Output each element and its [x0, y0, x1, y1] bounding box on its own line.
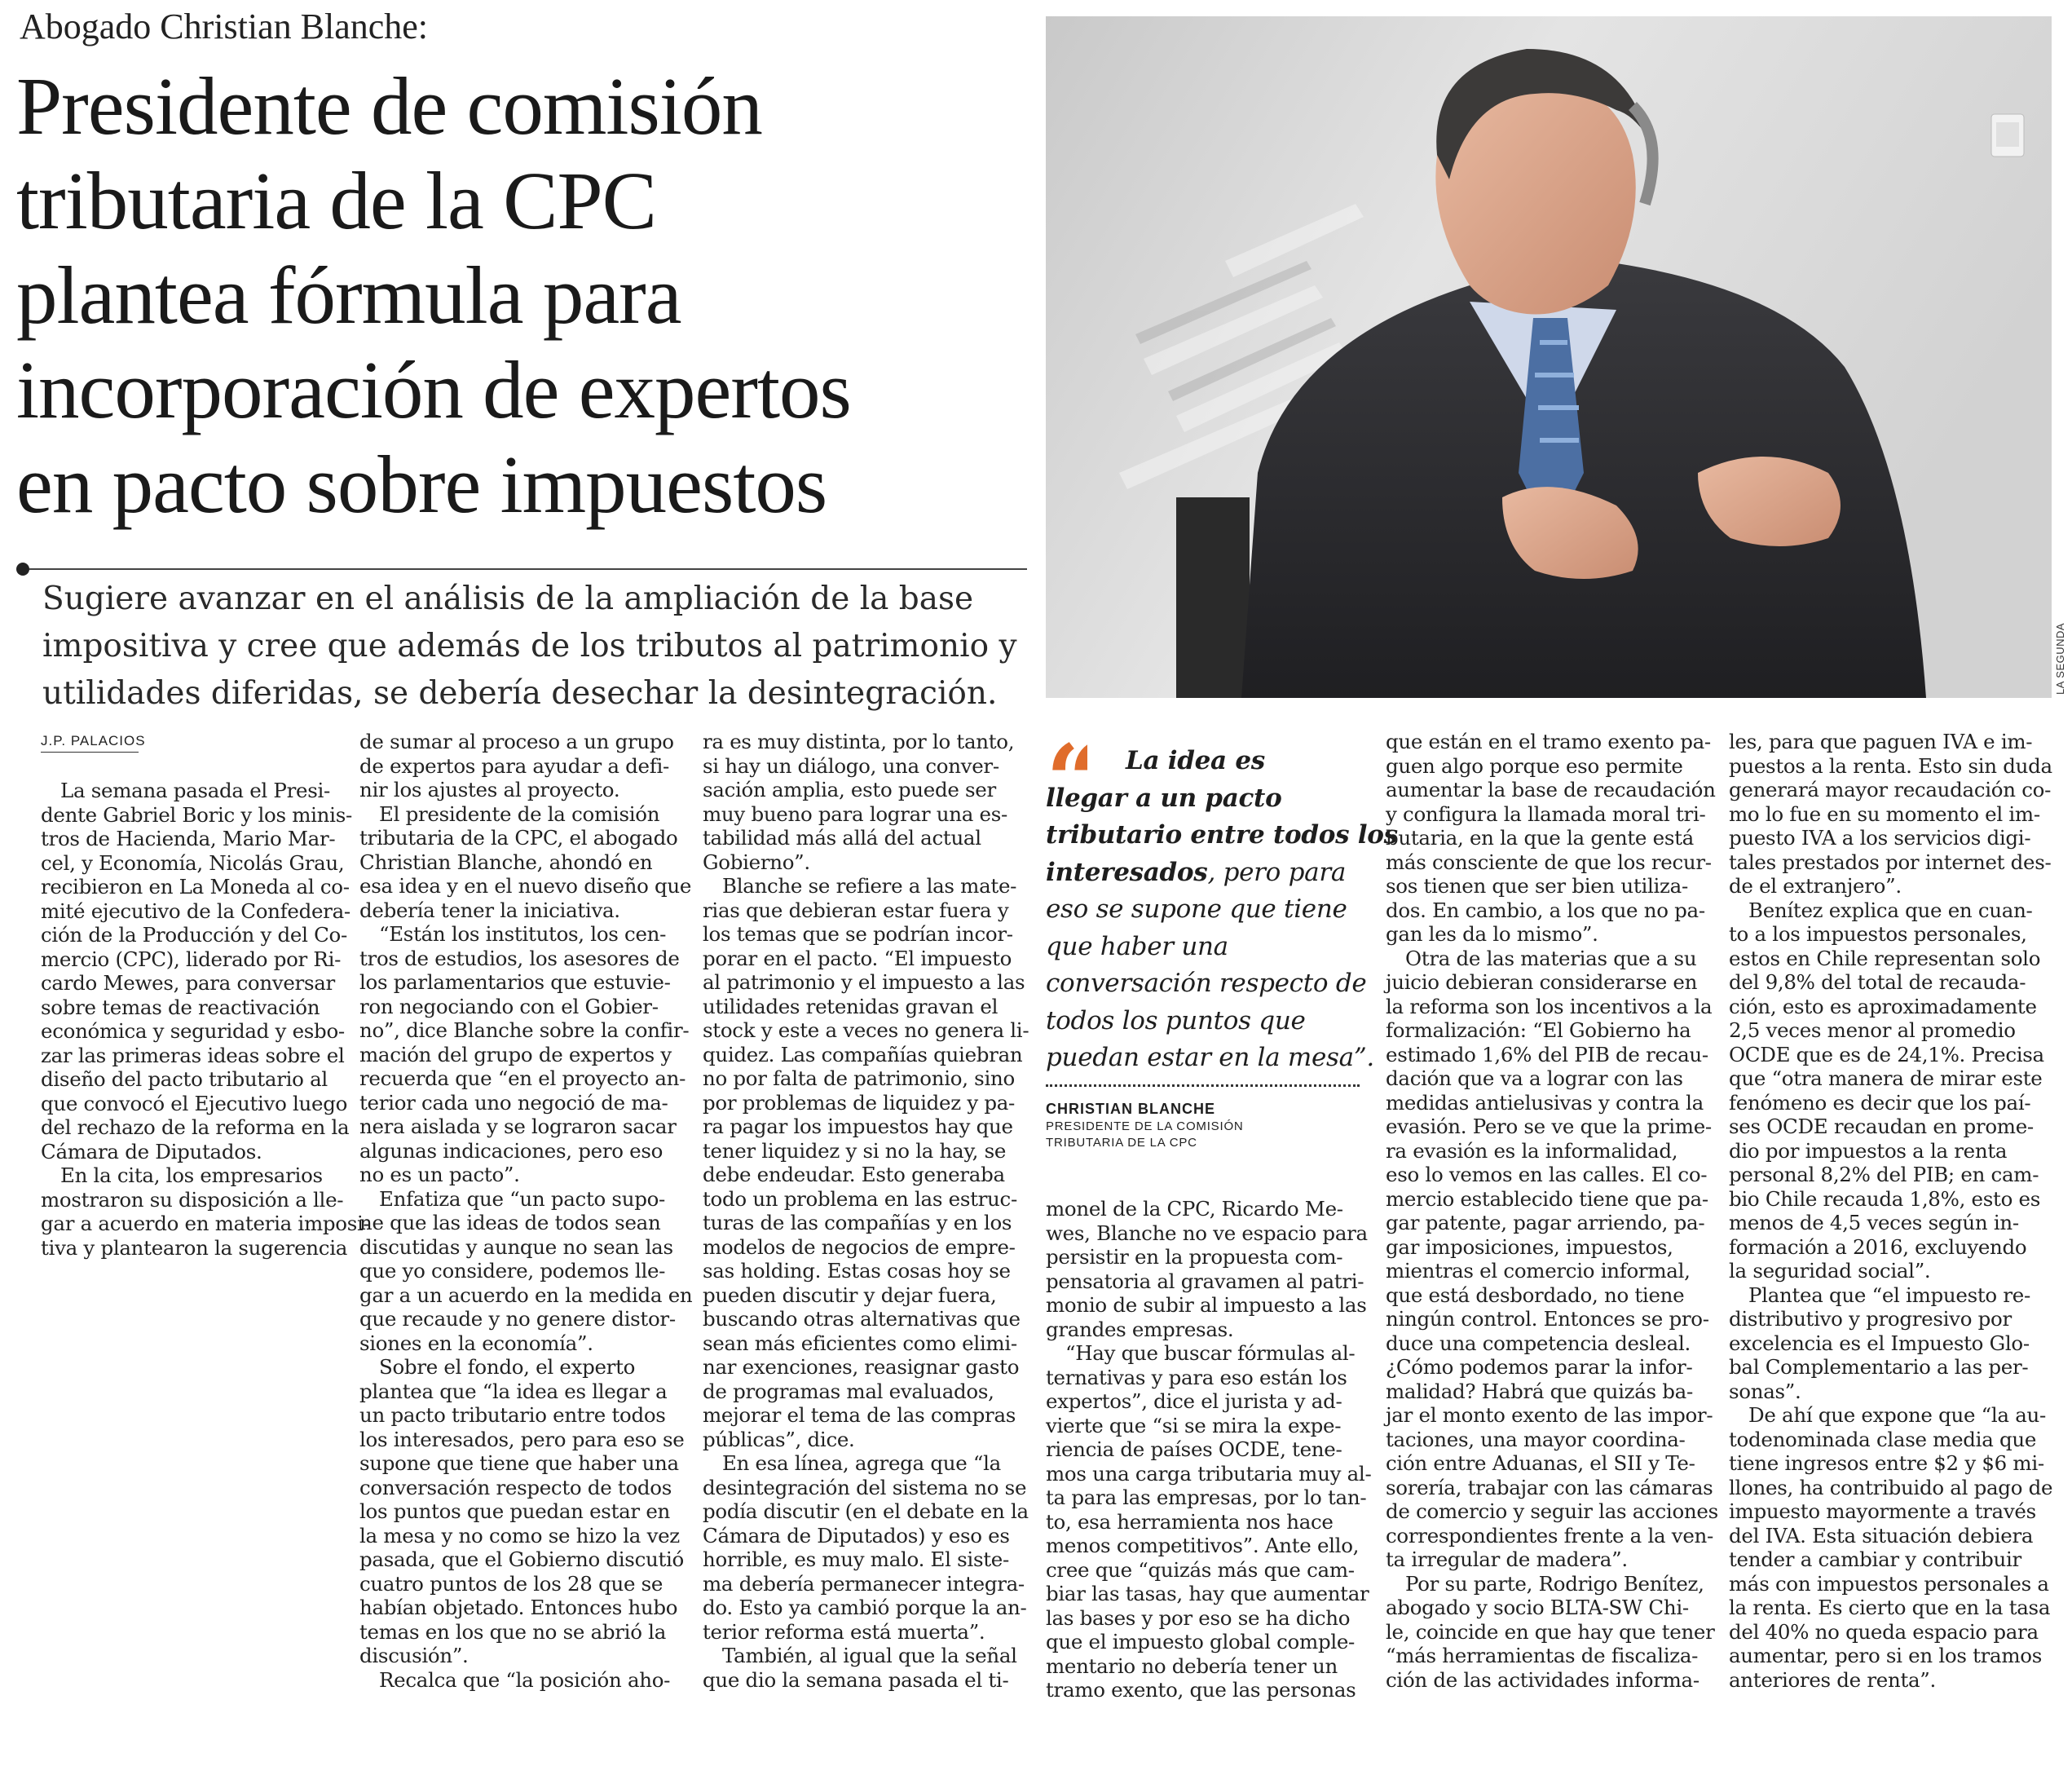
text-line: cree que “quizás más que cam- [1046, 1557, 1355, 1582]
text-line: que “otra manera de mirar este [1729, 1066, 2043, 1090]
text-line: mos una carga tributaria muy al- [1046, 1461, 1372, 1486]
headline-line: plantea fórmula para [16, 249, 681, 341]
text-line: ne que las ideas de todos sean [359, 1211, 661, 1234]
text-line: tender a cambiar y contribuir [1729, 1547, 2021, 1571]
text-line: la renta. Es cierto que en la tasa [1729, 1596, 2051, 1619]
text-line: terior cada uno negoció de ma- [359, 1090, 668, 1115]
text-line: de expertos para ayudar a defi- [359, 753, 670, 778]
text-line: turas de las compañías y en los [703, 1211, 1012, 1234]
text-line: que está desbordado, no tiene [1386, 1283, 1685, 1307]
text-line: porar en el pacto. “El impuesto [703, 946, 1012, 970]
text-line: tales prestados por internet des- [1729, 850, 2052, 874]
pull-quote-line: que haber una [1046, 931, 1228, 961]
text-line: “Están los institutos, los cen- [379, 922, 667, 946]
text-line: Cámara de Diputados. [41, 1139, 262, 1163]
text-line: las bases y por eso se ha dicho [1046, 1605, 1351, 1630]
text-line: llones, ha contribuido al pago de [1729, 1475, 2053, 1499]
text-line: correspondientes frente a la ven- [1386, 1523, 1713, 1547]
text-line: malidad? Habrá que quizás ba- [1386, 1379, 1693, 1403]
text-line: no es un pacto”. [359, 1163, 520, 1186]
text-line: los parlamentarios que estuvie- [359, 970, 671, 994]
text-line: los puntos que puedan estar en [359, 1499, 671, 1523]
text-line: podía discutir (en el debate en la [703, 1499, 1029, 1523]
text-line: horrible, es muy malo. El siste- [703, 1547, 1009, 1571]
role-line: PRESIDENTE DE LA COMISIÓN [1046, 1119, 1244, 1133]
text-line: buscando otras alternativas que [703, 1307, 1021, 1331]
text-line: modelos de negocios de empre- [703, 1234, 1016, 1259]
pull-quote-line [1046, 817, 1398, 854]
text-line: que dio la semana pasada el ti- [703, 1667, 1009, 1692]
text-line: cel, y Economía, Nicolás Grau, [41, 850, 345, 875]
text-line: tener liquidez y si no la hay, se [703, 1138, 1007, 1163]
text-line: duce una competencia desleal. [1386, 1331, 1691, 1355]
text-line: tros de Hacienda, Mario Mar- [41, 827, 336, 850]
text-line: mejorar el tema de las compras [703, 1403, 1016, 1427]
text-line: ra evasión es la informalidad, [1386, 1138, 1678, 1163]
text-line: En la cita, los empresarios [60, 1163, 323, 1187]
text-line: gan les da lo mismo”. [1386, 922, 1598, 946]
text-line: tabilidad más allá del actual [703, 826, 981, 850]
text-line: de el extranjero”. [1729, 874, 1902, 898]
text-line: menos de 4,5 veces según in- [1729, 1211, 2019, 1234]
text-line: excelencia es el Impuesto Glo- [1729, 1331, 2030, 1355]
text-line: debería tener la iniciativa. [359, 898, 620, 922]
text-line: ternativas y para eso están los [1046, 1365, 1347, 1389]
text-line: persistir en la propuesta com- [1046, 1245, 1343, 1269]
text-line: impuesto mayormente a través [1729, 1499, 2036, 1523]
text-line: do. Esto ya cambió porque la an- [703, 1596, 1027, 1619]
pull-quote-line: todos los puntos que [1046, 1005, 1306, 1035]
text-line: puestos a la renta. Esto sin duda [1729, 753, 2052, 778]
article-column-3 [703, 730, 1029, 1692]
text-line: El presidente de la comisión [379, 801, 660, 826]
text-line: utilidades retenidas gravan el [703, 994, 999, 1018]
text-line: abogado y socio BLTA-SW Chi- [1386, 1596, 1689, 1619]
text-line: nera aislada y se lograron sacar [359, 1115, 677, 1138]
text-line: nar exenciones, reasignar gasto [703, 1355, 1020, 1379]
text-line: de programas mal evaluados, [703, 1379, 994, 1403]
portrait-photo [1046, 16, 2052, 698]
text-line: ¿Cómo podemos parar la infor- [1386, 1355, 1693, 1379]
text-line: tributaria de la CPC, el abogado [359, 826, 678, 850]
text-line: temas en los que no se abrió la [359, 1619, 667, 1644]
photo-credit-text: LA SEGUNDA [2054, 622, 2066, 695]
text-line: gar imposiciones, impuestos, [1386, 1234, 1673, 1259]
text-line: un pacto tributario entre todos [359, 1403, 666, 1427]
text-line: la reforma son los incentivos a la [1386, 994, 1713, 1018]
headline-line: Presidente de comisión [16, 60, 762, 152]
text-line: rias que debieran estar fuera y [703, 898, 1009, 922]
text-line: expertos”, dice el jurista y ad- [1046, 1389, 1342, 1413]
pull-quote-close: ”. [1353, 1043, 1374, 1072]
text-line: distributivo y progresivo por [1729, 1307, 2012, 1331]
text-line: plantea que “la idea es llegar a [359, 1379, 668, 1403]
text-line: mercio establecido tiene que pa- [1386, 1186, 1708, 1211]
text-line: sonas”. [1729, 1379, 1801, 1403]
text-line: mientras el comercio informal, [1386, 1259, 1691, 1283]
text-line: biar las tasas, hay que aumentar [1046, 1582, 1369, 1605]
text-line: recuerda que “en el proyecto an- [359, 1066, 686, 1090]
text-line: jar el monto exento de las impor- [1386, 1403, 1713, 1427]
text-line: ma debería permanecer integra- [703, 1571, 1025, 1596]
text-line: sobre temas de reactivación [41, 995, 320, 1019]
deck-line: utilidades diferidas, se debería desechar la desintegración. [42, 675, 998, 712]
text-line: conversación respecto de todos [359, 1475, 672, 1499]
text-line: algunas indicaciones, pero eso [359, 1138, 663, 1163]
text-line: que recaude y no genere distor- [359, 1307, 676, 1331]
deck [42, 576, 1021, 717]
text-line: de comercio y seguir las acciones [1386, 1499, 1718, 1523]
pull-quote-line [1046, 854, 1372, 892]
text-line: si hay un diálogo, una conver- [703, 753, 999, 778]
text-line: bal Complementario a las per- [1729, 1355, 2029, 1379]
kicker: Abogado Christian Blanche: [20, 7, 429, 46]
text-line: tramo exento, que las personas [1046, 1678, 1356, 1702]
text-line: pensatoria al gravamen al patri- [1046, 1269, 1364, 1293]
text-line: riencia de países OCDE, tene- [1046, 1437, 1342, 1461]
text-line: personal 8,2% del PIB; en cam- [1729, 1163, 2039, 1186]
text-line: por problemas de liquidez y pa- [703, 1090, 1016, 1115]
text-line: Recalca que “la posición aho- [379, 1667, 671, 1692]
text-line: juicio debieran considerarse en [1386, 970, 1698, 994]
text-line: stock y este a veces no genera li- [703, 1018, 1029, 1042]
article-column-1 [41, 779, 370, 1260]
pull-quote-bold: tributario entre todos los [1046, 820, 1398, 850]
pull-quote-line [1046, 743, 1372, 780]
text-line: estimado 1,6% del PIB de recau- [1386, 1042, 1708, 1066]
headline-line: tributaria de la CPC [16, 155, 657, 246]
text-line: Por su parte, Rodrigo Benítez, [1405, 1571, 1704, 1596]
pull-quote-bold: llegar a un pacto [1046, 783, 1282, 813]
text-line: sean más eficientes como elimi- [703, 1331, 1017, 1355]
text-line: recibieron en La Moneda al co- [41, 875, 350, 898]
text-line: del 9,8% del total de recauda- [1729, 970, 2026, 994]
text-line: Sobre el fondo, el experto [379, 1355, 636, 1379]
article-column-2 [359, 730, 693, 1692]
text-line: aumentar, pero si en los tramos [1729, 1644, 2043, 1667]
text-line: diseño del pacto tributario al [41, 1067, 328, 1091]
deck-line: impositiva y cree que además de los tributos al patrimonio y [42, 628, 1017, 664]
text-line: dente Gabriel Boric y los minis- [41, 802, 352, 827]
text-line: y configura la llamada moral tri- [1386, 801, 1706, 826]
text-line: sación amplia, esto puede ser [703, 778, 996, 801]
text-line: de sumar al proceso a un grupo [359, 730, 674, 753]
text-line: más con impuestos personales a [1729, 1571, 2049, 1596]
text-line: mación del grupo de expertos y [359, 1042, 672, 1066]
text-line: terior reforma está muerta”. [703, 1619, 985, 1644]
text-line: pasada, que el Gobierno discutió [359, 1547, 684, 1571]
text-line: ta para las empresas, por lo tan- [1046, 1486, 1367, 1509]
text-line: formalización: “El Gobierno ha [1386, 1018, 1691, 1042]
text-line: sas holding. Estas cosas hoy se [703, 1259, 1011, 1283]
photo-credit [2054, 620, 2067, 698]
text-line: cardo Mewes, para conversar [41, 971, 335, 995]
text-line: quidez. Las compañías quiebran [703, 1042, 1023, 1066]
pull-quote [1046, 743, 1398, 1077]
text-line: debe endeudar. Esto generaba [703, 1163, 1005, 1186]
text-line: económica y seguridad y esbo- [41, 1019, 345, 1043]
text-line: mostraron su disposición a lle- [41, 1187, 344, 1212]
text-line: gar a acuerdo en materia imposi- [41, 1212, 370, 1235]
text-line: que convocó el Ejecutivo luego [41, 1091, 348, 1115]
text-line: la mesa y no como se hizo la vez [359, 1523, 680, 1547]
pull-quote-attribution-role [1046, 1119, 1244, 1151]
text-line: ción de las actividades informa- [1386, 1667, 1699, 1692]
text-line: “más herramientas de fiscaliza- [1386, 1644, 1699, 1667]
text-line: gar patente, pagar arriendo, pa- [1386, 1211, 1705, 1234]
text-line: aumentar la base de recaudación [1386, 778, 1716, 801]
text-line: ron negociando con el Gobier- [359, 994, 659, 1018]
text-line: discutidas y aunque no sean las [359, 1234, 673, 1259]
text-line: los interesados, pero para eso se [359, 1427, 685, 1451]
text-line: no por falta de patrimonio, sino [703, 1066, 1015, 1090]
pull-quote-line: eso se supone que tiene [1046, 894, 1347, 924]
text-line: De ahí que expone que “la au- [1748, 1403, 2046, 1427]
pull-quote-line: conversación respecto de [1046, 969, 1367, 998]
text-line: ningún control. Entonces se pro- [1386, 1307, 1709, 1331]
pull-quote-line [1046, 1040, 1372, 1077]
text-line: del rechazo de la reforma en la [41, 1115, 350, 1139]
text-line: Christian Blanche, ahondó en [359, 850, 653, 874]
text-line: vierte que “si se mira la expe- [1046, 1413, 1342, 1437]
text-line: En esa línea, agrega que “la [722, 1451, 1001, 1475]
text-line: tros de estudios, los asesores de [359, 946, 680, 970]
text-line: públicas”, dice. [703, 1427, 855, 1451]
text-line: to, esa herramienta nos hace [1046, 1509, 1334, 1534]
text-line: zar las primeras ideas sobre el [41, 1043, 345, 1067]
text-line: Cámara de Diputados) y eso es [703, 1523, 1010, 1547]
text-line: siones en la economía”. [359, 1331, 593, 1355]
pull-quote-text: , pero para [1207, 857, 1347, 887]
text-line: habían objetado. Entonces hubo [359, 1596, 678, 1619]
text-line: monio de subir al impuesto a las [1046, 1293, 1367, 1317]
text-line: muy bueno para lograr una es- [703, 801, 1008, 826]
text-line: sorería, trabajar con las cámaras [1386, 1475, 1713, 1499]
text-line: fenómeno es decir que los paí- [1729, 1090, 2031, 1115]
text-line: del IVA. Esta situación debiera [1729, 1523, 2034, 1547]
text-line: 2,5 veces menor al promedio [1729, 1018, 2016, 1042]
pull-quote-bold: La idea es [1126, 746, 1265, 775]
text-line: cuatro puntos de los 28 que se [359, 1571, 663, 1596]
text-line: supone que tiene que haber una [359, 1451, 679, 1475]
text-line: los temas que se podrían incor- [703, 922, 1013, 946]
text-line: anteriores de renta”. [1729, 1667, 1937, 1692]
pull-quote-line [1046, 780, 1372, 818]
text-line: OCDE que es de 24,1%. Precisa [1729, 1042, 2044, 1066]
headline [16, 59, 1027, 532]
text-line: mercio (CPC), liderado por Ri- [41, 947, 342, 971]
text-line: evasión. Pero se ve que la prime- [1386, 1115, 1712, 1138]
article-column-6 [1729, 730, 2055, 1692]
text-line: estos en Chile representan solo [1729, 946, 2041, 970]
text-line: que yo considere, podemos lle- [359, 1259, 666, 1283]
deck-line: Sugiere avanzar en el análisis de la ampliación de la base [42, 581, 974, 617]
text-line: También, al igual que la señal [722, 1644, 1017, 1667]
text-line: Gobierno”. [703, 850, 810, 874]
text-line: monel de la CPC, Ricardo Me- [1046, 1197, 1343, 1221]
text-line: tiva y plantearon la sugerencia [41, 1235, 348, 1260]
text-line: wes, Blanche no ve espacio para [1046, 1221, 1368, 1245]
text-line: La semana pasada el Presi- [60, 779, 331, 802]
text-line: gar a un acuerdo en la medida en [359, 1283, 693, 1307]
text-line: tiene ingresos entre $2 y $6 mi- [1729, 1451, 2044, 1475]
text-line: sos tienen que ser bien utiliza- [1386, 874, 1688, 898]
text-line: del 40% no queda espacio para [1729, 1619, 2039, 1644]
text-line: Plantea que “el impuesto re- [1748, 1283, 2030, 1307]
text-line: generará mayor recaudación co- [1729, 778, 2052, 801]
deck-bullet [16, 563, 29, 576]
text-line: guen algo porque eso permite [1386, 753, 1683, 778]
text-line: ra es muy distinta, por lo tanto, [703, 730, 1015, 753]
text-line: to a los impuestos personales, [1729, 922, 2027, 946]
text-line: Otra de las materias que a su [1405, 946, 1697, 970]
text-line: al patrimonio y el impuesto a las [703, 970, 1025, 994]
text-line: “Hay que buscar fórmulas al- [1065, 1341, 1356, 1365]
text-line: ción, esto es aproximadamente [1729, 994, 2037, 1018]
text-line: ses OCDE recaudan en prome- [1729, 1115, 2034, 1138]
text-line: puesto IVA a los servicios digi- [1729, 826, 2031, 850]
text-line: la seguridad social”. [1729, 1259, 1931, 1283]
deck-rule [29, 568, 1027, 570]
text-line: todenominada clase media que [1729, 1427, 2037, 1451]
text-line: Benítez explica que en cuan- [1748, 898, 2033, 922]
text-line: que están en el tramo exento pa- [1386, 730, 1711, 753]
quote-mark-icon: “ [1046, 732, 1088, 797]
text-line: menos competitivos”. Ante ello, [1046, 1534, 1360, 1557]
article-column-5 [1386, 730, 1720, 1692]
text-line: que el impuesto global comple- [1046, 1630, 1356, 1653]
text-line: dio por impuestos a la renta [1729, 1138, 2008, 1163]
text-line: dos. En cambio, a los que no pa- [1386, 898, 1705, 922]
text-line: más consciente de que los recur- [1386, 850, 1712, 874]
text-line: no”, dice Blanche sobre la confir- [359, 1018, 690, 1042]
text-line: formación a 2016, excluyendo [1729, 1234, 2027, 1259]
text-line: grandes empresas. [1046, 1317, 1234, 1341]
text-line: esa idea y en el nuevo diseño que [359, 874, 692, 898]
headline-line: en pacto sobre impuestos [16, 439, 827, 530]
pull-quote-divider [1046, 1084, 1360, 1087]
text-line: ción entre Aduanas, el SII y Te- [1386, 1451, 1695, 1475]
byline-rule [41, 752, 139, 753]
text-line: mité ejecutivo de la Confedera- [41, 898, 350, 923]
text-line: ción de la Producción y del Co- [41, 923, 347, 947]
article-column-4 [1046, 1197, 1372, 1702]
text-line: desintegración del sistema no se [703, 1475, 1027, 1499]
pull-quote-bold: interesados [1046, 857, 1208, 887]
text-line: todo un problema en las estruc- [703, 1186, 1017, 1211]
text-line: eso lo vemos en las calles. El co- [1386, 1163, 1708, 1186]
text-line: bio Chile recauda 1,8%, esto es [1729, 1186, 2040, 1211]
text-line: les, para que paguen IVA e im- [1729, 730, 2033, 753]
text-line: mo lo fue en su momento el im- [1729, 801, 2040, 826]
text-line: medidas antielusivas y contra la [1386, 1090, 1704, 1115]
text-line: le, coincide en que hay que tener [1386, 1619, 1715, 1644]
byline: J.P. PALACIOS [41, 733, 146, 748]
text-line: butaria, en la que la gente está [1386, 826, 1694, 850]
text-line: taciones, una mayor coordina- [1386, 1427, 1686, 1451]
text-line: pueden discutir y dejar fuera, [703, 1283, 997, 1307]
text-line: dación que va a lograr con las [1386, 1066, 1683, 1090]
headline-line: incorporación de expertos [16, 344, 851, 435]
pull-quote-attribution-name: CHRISTIAN BLANCHE [1046, 1101, 1215, 1117]
text-line: ra pagar los impuestos hay que [703, 1115, 1013, 1138]
role-line: TRIBUTARIA DE LA CPC [1046, 1136, 1197, 1150]
portrait-illustration [1046, 16, 2052, 698]
text-line: Blanche se refiere a las mate- [722, 874, 1017, 898]
pull-quote-text: puedan estar en la mesa [1046, 1043, 1354, 1072]
text-line: nir los ajustes al proyecto. [359, 778, 620, 801]
text-line: discusión”. [359, 1644, 469, 1667]
text-line: ta irregular de madera”. [1386, 1547, 1628, 1571]
text-line: mentario no debería tener un [1046, 1653, 1338, 1678]
text-line: Enfatiza que “un pacto supo- [379, 1186, 666, 1211]
